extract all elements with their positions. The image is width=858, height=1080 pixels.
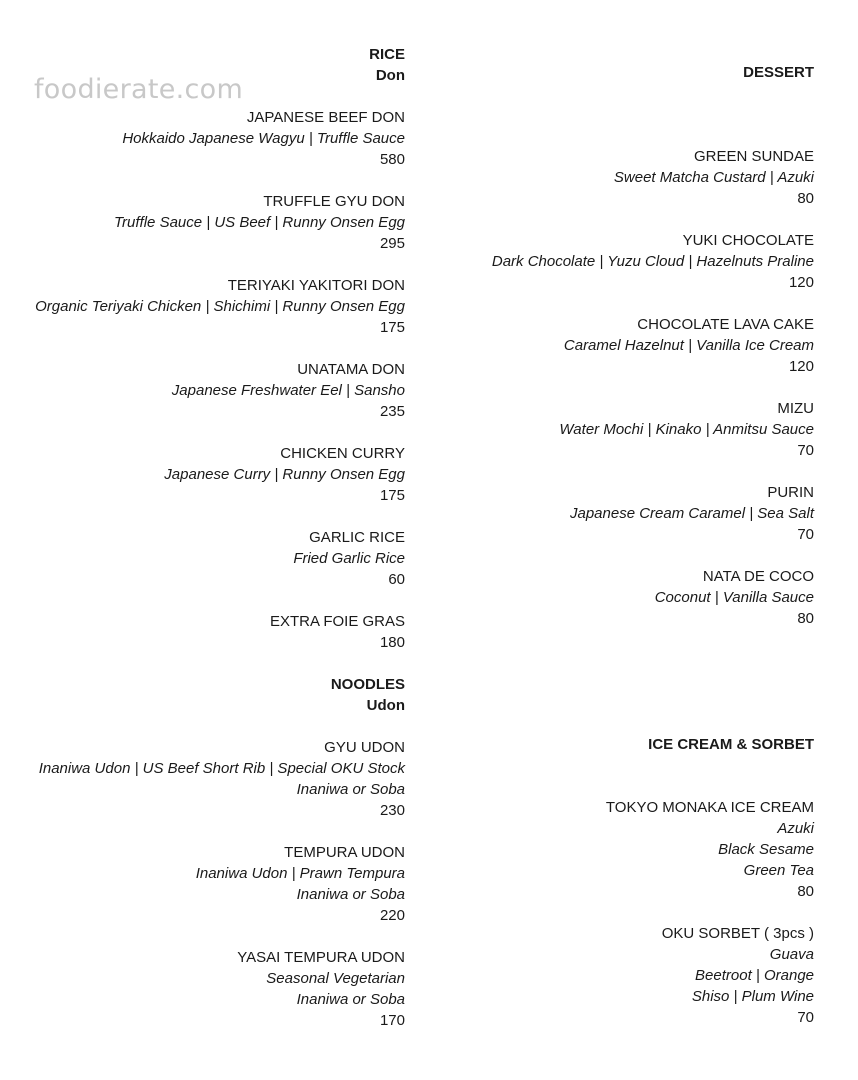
menu-item-price: 60 bbox=[388, 571, 405, 588]
menu-item-description: Green Tea bbox=[743, 862, 814, 879]
menu-item-description: Japanese Curry | Runny Onsen Egg bbox=[164, 466, 405, 483]
menu-item-price: 175 bbox=[379, 319, 405, 336]
noodles-section-title: NOODLES bbox=[330, 676, 405, 693]
noodles-item-list bbox=[0, 737, 405, 1031]
menu-item-description: Shiso | Plum Wine bbox=[691, 988, 814, 1005]
menu-item-description: Inaniwa Udon | US Beef Short Rib | Special OKU Stock bbox=[38, 760, 405, 777]
menu-item-name: OKU SORBET ( 3pcs ) bbox=[661, 925, 814, 942]
menu-item-description: Black Sesame bbox=[718, 841, 814, 858]
menu-item-description: Dark Chocolate | Yuzu Cloud | Hazelnuts Praline bbox=[491, 253, 814, 270]
menu-item-name: YASAI TEMPURA UDON bbox=[237, 949, 405, 966]
menu-item bbox=[414, 146, 814, 209]
menu-item-name: GREEN SUNDAE bbox=[693, 148, 814, 165]
menu-item-price: 220 bbox=[379, 907, 405, 924]
menu-item-name: YUKI CHOCOLATE bbox=[682, 232, 814, 249]
menu-item-description: Guava bbox=[769, 946, 814, 963]
menu-item-name: TERIYAKI YAKITORI DON bbox=[227, 277, 405, 294]
menu-item bbox=[0, 527, 405, 590]
menu-item bbox=[0, 107, 405, 170]
menu-item-price: 70 bbox=[797, 442, 814, 459]
menu-item-name: TEMPURA UDON bbox=[284, 844, 405, 861]
menu-item bbox=[0, 359, 405, 422]
menu-item-description: Inaniwa Udon | Prawn Tempura bbox=[195, 865, 405, 882]
menu-item-description: Inaniwa or Soba bbox=[296, 781, 405, 798]
menu-item-price: 70 bbox=[797, 526, 814, 543]
menu-item bbox=[414, 923, 814, 1028]
menu-item-description: Fried Garlic Rice bbox=[293, 550, 405, 567]
menu-item-price: 175 bbox=[379, 487, 405, 504]
dessert-item-list bbox=[414, 146, 814, 629]
menu-item-name: TRUFFLE GYU DON bbox=[263, 193, 405, 210]
menu-item-name: TOKYO MONAKA ICE CREAM bbox=[605, 799, 814, 816]
menu-item bbox=[414, 566, 814, 629]
menu-item bbox=[0, 842, 405, 926]
menu-item-name: CHICKEN CURRY bbox=[280, 445, 405, 462]
menu-item-description: Japanese Cream Caramel | Sea Salt bbox=[569, 505, 814, 522]
menu-item-name: UNATAMA DON bbox=[297, 361, 405, 378]
menu-item-description: Water Mochi | Kinako | Anmitsu Sauce bbox=[559, 421, 814, 438]
left-menu-column bbox=[0, 44, 405, 1031]
menu-item-description: Seasonal Vegetarian bbox=[266, 970, 405, 987]
menu-item-name: NATA DE COCO bbox=[702, 568, 814, 585]
menu-item bbox=[414, 797, 814, 902]
menu-item bbox=[0, 191, 405, 254]
menu-item-price: 235 bbox=[379, 403, 405, 420]
menu-item bbox=[414, 482, 814, 545]
watermark-text: foodierate.com bbox=[34, 74, 244, 105]
icecream-item-list bbox=[414, 797, 814, 1028]
right-menu-column bbox=[414, 62, 814, 1028]
menu-item-price: 230 bbox=[379, 802, 405, 819]
menu-item-name: CHOCOLATE LAVA CAKE bbox=[637, 316, 814, 333]
noodles-section-subtitle: Udon bbox=[366, 697, 405, 714]
menu-item-description: Beetroot | Orange bbox=[695, 967, 814, 984]
menu-item-description: Truffle Sauce | US Beef | Runny Onsen Egg bbox=[114, 214, 405, 231]
menu-item-description: Japanese Freshwater Eel | Sansho bbox=[171, 382, 405, 399]
menu-item-name: GYU UDON bbox=[324, 739, 405, 756]
menu-item-price: 120 bbox=[788, 358, 814, 375]
menu-item-price: 80 bbox=[797, 610, 814, 627]
menu-item-description: Sweet Matcha Custard | Azuki bbox=[613, 169, 814, 186]
menu-item-description: Inaniwa or Soba bbox=[296, 991, 405, 1008]
menu-item-name: GARLIC RICE bbox=[309, 529, 405, 546]
menu-item bbox=[0, 275, 405, 338]
menu-item-price: 180 bbox=[379, 634, 405, 651]
menu-item bbox=[414, 398, 814, 461]
menu-item-description: Azuki bbox=[777, 820, 814, 837]
menu-item-price: 170 bbox=[379, 1012, 405, 1029]
menu-item-name: JAPANESE BEEF DON bbox=[246, 109, 405, 126]
menu-item-price: 120 bbox=[788, 274, 814, 291]
menu-item bbox=[414, 314, 814, 377]
icecream-section-title: ICE CREAM & SORBET bbox=[648, 736, 814, 753]
dessert-section-title: DESSERT bbox=[743, 64, 814, 81]
menu-item-price: 70 bbox=[797, 1009, 814, 1026]
menu-item bbox=[0, 443, 405, 506]
menu-item-name: MIZU bbox=[777, 400, 814, 417]
menu-item bbox=[0, 737, 405, 821]
rice-section-subtitle: Don bbox=[375, 67, 405, 84]
menu-item-name: PURIN bbox=[767, 484, 814, 501]
menu-item-price: 80 bbox=[797, 883, 814, 900]
menu-item-description: Hokkaido Japanese Wagyu | Truffle Sauce bbox=[122, 130, 405, 147]
rice-section-title: RICE bbox=[369, 46, 405, 63]
menu-item-description: Organic Teriyaki Chicken | Shichimi | Runny Onsen Egg bbox=[35, 298, 405, 315]
menu-item-price: 80 bbox=[797, 190, 814, 207]
menu-item-name: EXTRA FOIE GRAS bbox=[269, 613, 405, 630]
menu-item bbox=[0, 947, 405, 1031]
rice-item-list bbox=[0, 107, 405, 653]
menu-item bbox=[0, 611, 405, 653]
menu-item-description: Inaniwa or Soba bbox=[296, 886, 405, 903]
menu-item-description: Coconut | Vanilla Sauce bbox=[654, 589, 814, 606]
menu-item bbox=[414, 230, 814, 293]
menu-item-price: 295 bbox=[379, 235, 405, 252]
menu-item-price: 580 bbox=[379, 151, 405, 168]
menu-item-description: Caramel Hazelnut | Vanilla Ice Cream bbox=[563, 337, 814, 354]
